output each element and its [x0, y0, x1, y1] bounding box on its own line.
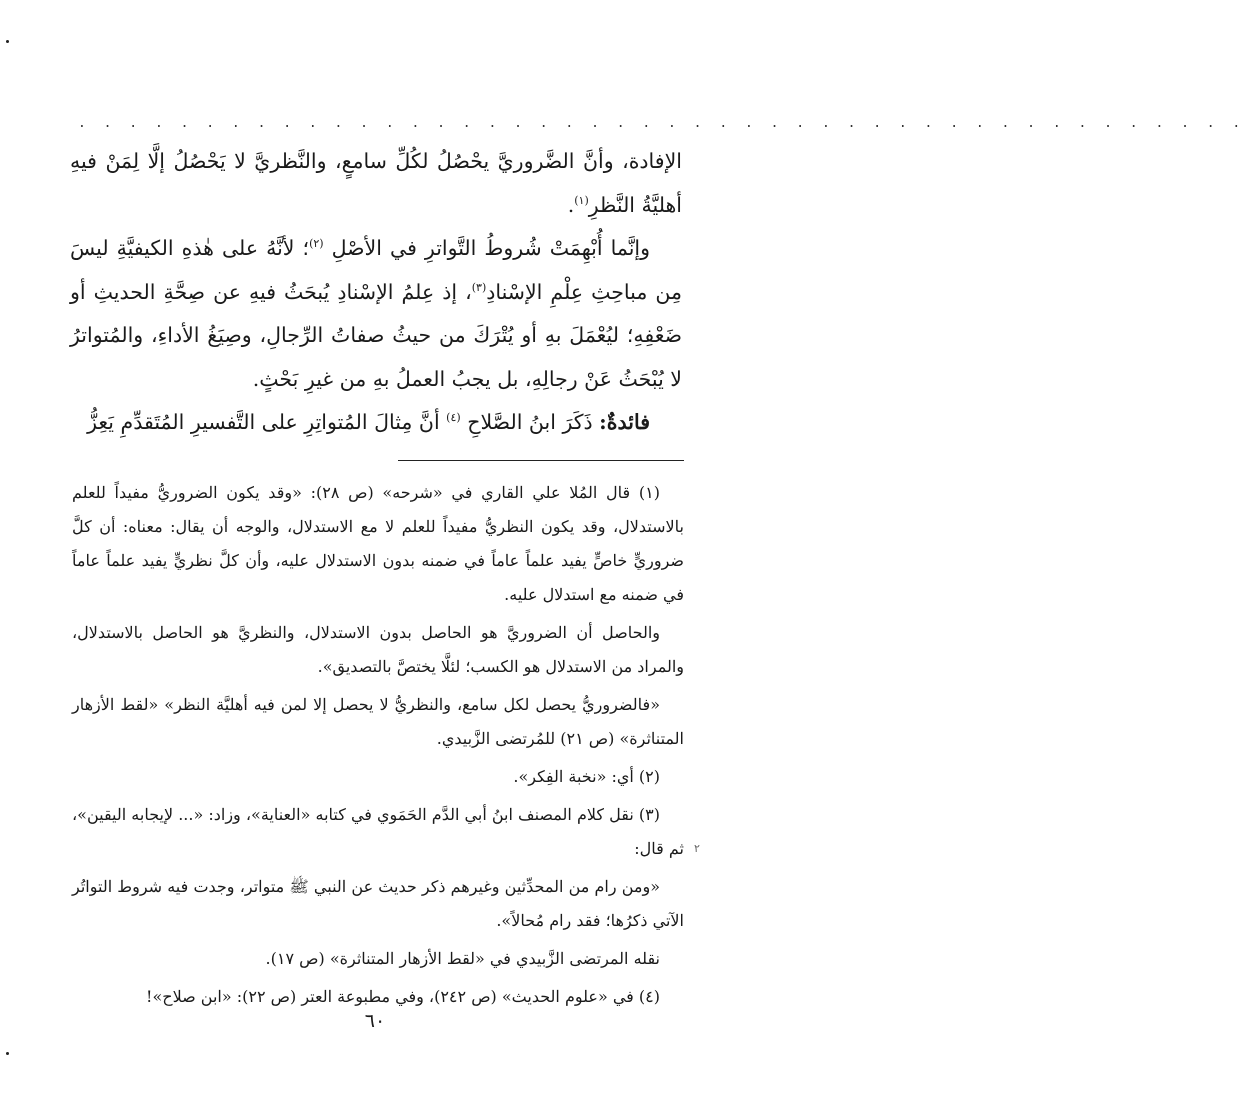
footnote-ref-2[interactable]: (٢) [309, 237, 324, 251]
footnote-1-continued: والحاصل أن الضروريَّ هو الحاصل بدون الاستدلال، والنظريَّ هو الحاصل بالاستدلال، والمراد من الاستدلال هو الكسب؛ لئلَّا يختصَّ بالتصديق». [72, 623, 684, 676]
scan-speck [6, 40, 9, 43]
footnote-separator [398, 460, 684, 461]
footnotes [72, 476, 684, 1014]
paragraph-1-text: الإفادة، وأنَّ الضَّروريَّ يحْصُلُ لكُلِّ سامعٍ، والنَّظريَّ لا يَحْصُلُ إلَّا لِمَنْ فيهِ أهليَّةُ النَّظرِ [70, 149, 682, 217]
footnote-1: (١) قال المُلا علي القاري في «شرحه» (ص ٢٨): «وقد يكون الضروريُّ مفيداً للعلم بالاستدلال، وقد يكون النظريُّ مفيداً للعلم لا مع الاستدلال، والوجه أن يقال: معناه: أن كلَّ ضروريٍّ خاصٍّ يفيد علماً عاماً في ضمنه بدون الاستدلال عليه، وأن كلَّ نظريٍّ يفيد علماً عاماً في ضمنه مع استدلال عليه. [72, 483, 684, 604]
margin-mark: ٢ [694, 842, 700, 855]
footnote-3-source: نقله المرتضى الزَّبيدي في «لقط الأزهار المتناثرة» (ص ١٧). [265, 949, 660, 968]
footnote-ref-3[interactable]: (٣) [471, 280, 487, 294]
footnote-2: (٢) أي: «نخبة الفِكر». [513, 767, 660, 786]
paragraph-2-text-b: ؛ لأنَّهُ على هٰذهِ الكيفيَّةِ ليسَ مِن مباحِثِ عِلْمِ الإسْنادِ [70, 236, 682, 304]
paragraph-2-text-c: ، إذ عِلمُ الإسْنادِ يُبحَثُ فيهِ عن صِحَّةِ الحديثِ أو ضَعْفِهِ؛ ليُعْمَلَ بهِ أو يُتْرَكَ من حيثُ صفاتُ الرِّجالِ، وصِيَغُ الأداءِ، والمُتواترُ لا يُبْحَثُ عَنْ رجالِهِ، بل يجبُ العملُ بهِ من غيرِ بَحْثٍ. [70, 279, 682, 391]
footnote-ref-1[interactable]: (١) [574, 193, 589, 207]
footnote-1-quote: «فالضروريُّ يحصل لكل سامع، والنظريُّ لا يحصل إلا لمن فيه أهليَّة النظر» «لقط الأزهار المتناثرة» (ص ٢١) للمُرتضى الزَّبيدي. [72, 695, 684, 748]
header-dotted-rule: . . . . . . . . . . . . . . . . . . . . . . . . . . . . . . . . . . . . . . . . . . . . . . [78, 116, 1245, 131]
footnote-4: (٤) في «علوم الحديث» (ص ٢٤٢)، وفي مطبوعة العتر (ص ٢٢): «ابن صلاح»! [146, 987, 660, 1006]
paragraph-1: الإفادة، وأنَّ الضَّروريَّ يحْصُلُ لكُلِّ سامعٍ، والنَّظريَّ لا يَحْصُلُ إلَّا لِمَنْ فيهِ أهليَّةُ النَّظرِ$^{(١)}$. [70, 149, 682, 217]
paragraph-2 [70, 227, 682, 401]
page-number: ٦٠ [364, 1010, 386, 1032]
paragraph-3-text-a: ذَكَرَ ابنُ الصَّلاحِ [467, 410, 600, 434]
benefit-label: فائدةٌ: [599, 410, 650, 434]
footnote-3: (٣) نقل كلام المصنف ابنُ أبي الدَّم الحَمَوي في كتابه «العناية»، وزاد: «... لإيجابه اليقين»، ثم قال: [72, 805, 684, 858]
main-text [70, 140, 682, 445]
paragraph-2-text-a: وإنَّما أُبْهِمَتْ شُروطُ التَّواترِ في الأصْلِ [331, 236, 651, 260]
footnote-3-quote: «ومن رام من المحدِّثين وغيرهم ذكر حديث عن النبي ﷺ متواتر، وجدت فيه شروط التواتُر الآتي ذكرُها؛ فقد رام مُحالاً». [72, 877, 684, 930]
footnote-ref-4[interactable]: (٤) [446, 411, 461, 425]
scan-speck [6, 1052, 9, 1055]
paragraph-3-text-b: أنَّ مِثالَ المُتواتِرِ على التَّفسيرِ المُتَقدِّمِ يَعِزُّ [87, 410, 447, 434]
paragraph-3 [70, 401, 682, 445]
